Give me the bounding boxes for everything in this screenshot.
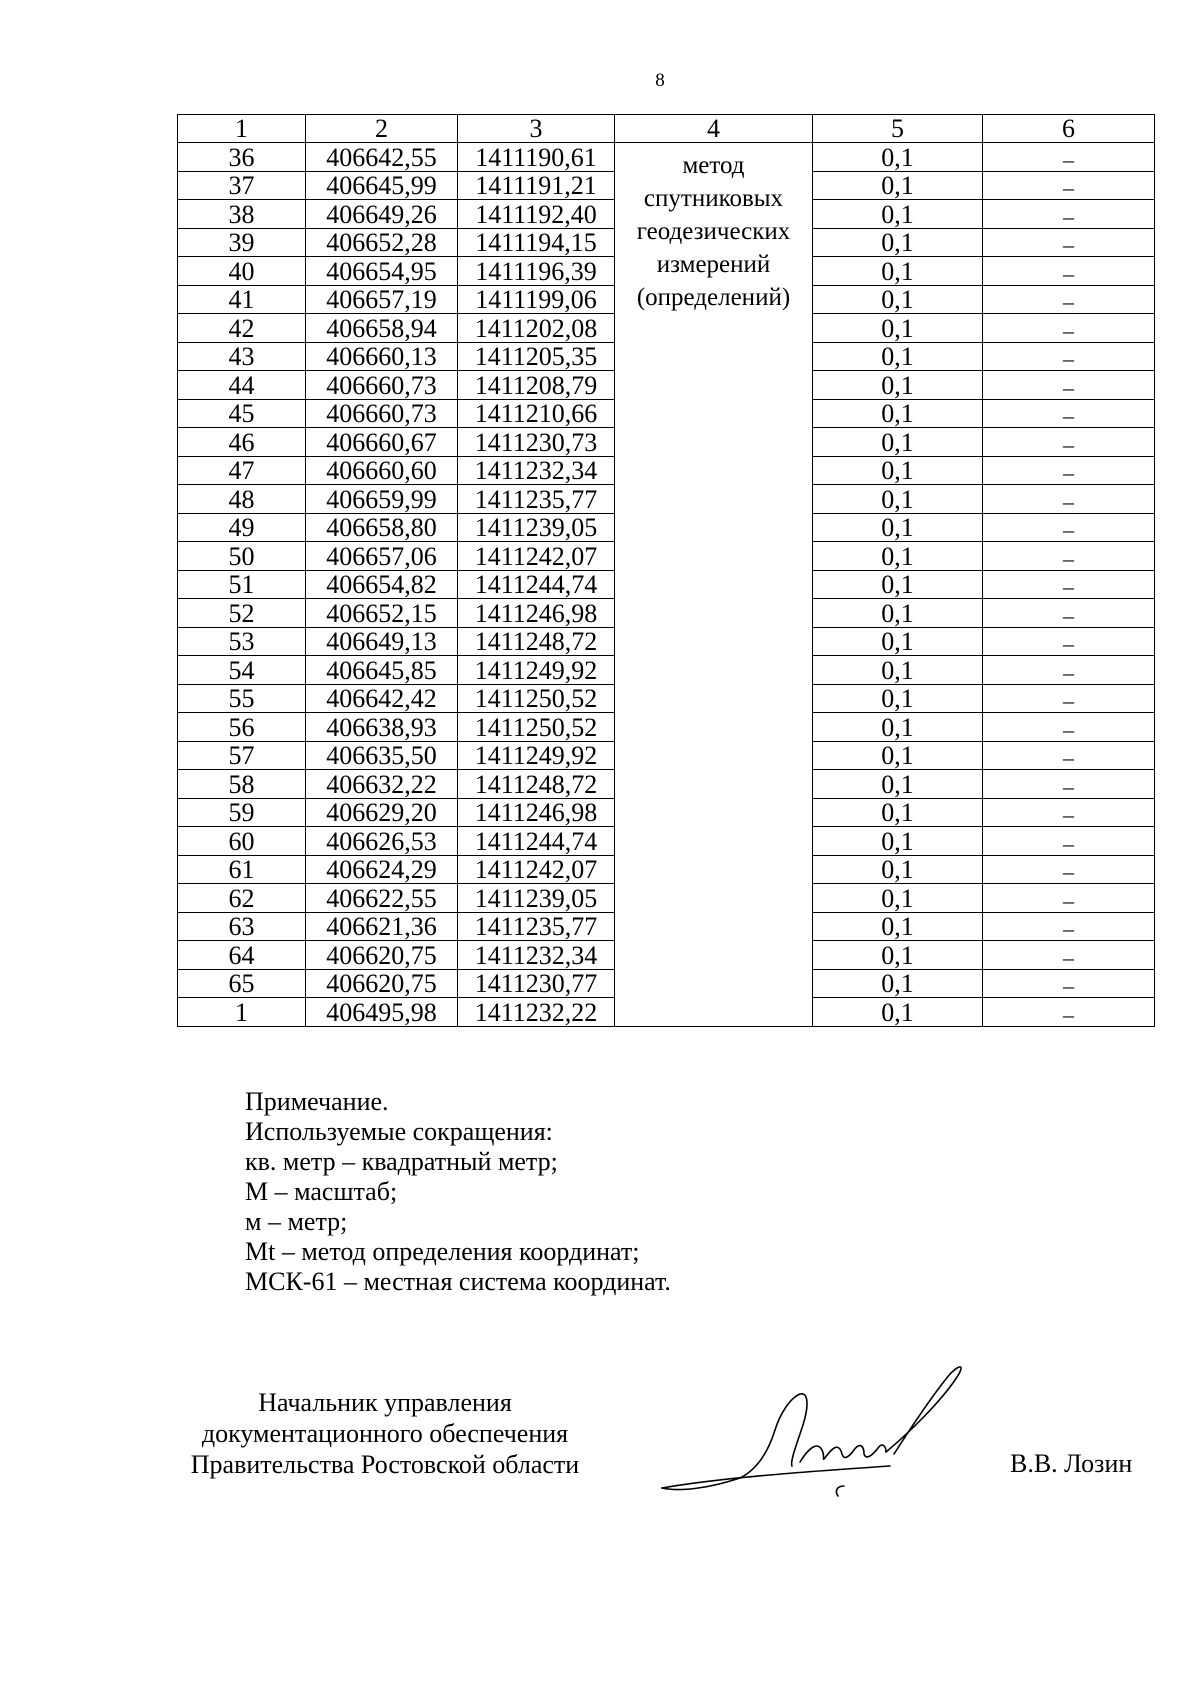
note-title: Примечание. (245, 1087, 389, 1116)
y-coordinate-cell: 1411205,35 (458, 342, 615, 371)
description-cell: – (983, 143, 1155, 172)
x-coordinate-cell: 406660,73 (306, 371, 458, 400)
note-line: м – метр; (245, 1207, 348, 1236)
accuracy-cell: 0,1 (813, 855, 983, 884)
accuracy-cell: 0,1 (813, 399, 983, 428)
x-coordinate-cell: 406626,53 (306, 827, 458, 856)
note-line: кв. метр – квадратный метр; (245, 1147, 558, 1176)
signer-name: В.В. Лозин (1010, 1449, 1133, 1478)
accuracy-cell: 0,1 (813, 228, 983, 257)
point-number-cell: 61 (178, 855, 306, 884)
description-cell: – (983, 770, 1155, 799)
x-coordinate-cell: 406621,36 (306, 912, 458, 941)
table-row (178, 143, 1155, 172)
y-coordinate-cell: 1411210,66 (458, 399, 615, 428)
x-coordinate-cell: 406620,75 (306, 941, 458, 970)
note-line: М – масштаб; (245, 1177, 398, 1206)
point-number-cell: 42 (178, 314, 306, 343)
x-coordinate-cell: 406629,20 (306, 798, 458, 827)
accuracy-cell: 0,1 (813, 941, 983, 970)
x-coordinate-cell: 406624,29 (306, 855, 458, 884)
description-cell: – (983, 200, 1155, 229)
y-coordinate-cell: 1411250,52 (458, 713, 615, 742)
accuracy-cell: 0,1 (813, 770, 983, 799)
signer-position (165, 1387, 605, 1480)
accuracy-cell: 0,1 (813, 542, 983, 571)
x-coordinate-cell: 406660,13 (306, 342, 458, 371)
x-coordinate-cell: 406652,28 (306, 228, 458, 257)
point-number-cell: 55 (178, 684, 306, 713)
y-coordinate-cell: 1411246,98 (458, 599, 615, 628)
y-coordinate-cell: 1411239,05 (458, 513, 615, 542)
description-cell: – (983, 855, 1155, 884)
description-cell: – (983, 570, 1155, 599)
y-coordinate-cell: 1411190,61 (458, 143, 615, 172)
description-cell: – (983, 798, 1155, 827)
accuracy-cell: 0,1 (813, 741, 983, 770)
x-coordinate-cell: 406652,15 (306, 599, 458, 628)
description-cell: – (983, 998, 1155, 1027)
description-cell: – (983, 228, 1155, 257)
accuracy-cell: 0,1 (813, 656, 983, 685)
x-coordinate-cell: 406659,99 (306, 485, 458, 514)
accuracy-cell: 0,1 (813, 570, 983, 599)
point-number-cell: 48 (178, 485, 306, 514)
column-header: 1 (178, 115, 306, 143)
position-line: документационного обеспечения (201, 1419, 569, 1448)
accuracy-cell: 0,1 (813, 485, 983, 514)
description-cell: – (983, 399, 1155, 428)
x-coordinate-cell: 406654,95 (306, 257, 458, 286)
y-coordinate-cell: 1411194,15 (458, 228, 615, 257)
y-coordinate-cell: 1411248,72 (458, 627, 615, 656)
coordinates-table (177, 114, 1155, 1027)
x-coordinate-cell: 406622,55 (306, 884, 458, 913)
x-coordinate-cell: 406645,85 (306, 656, 458, 685)
x-coordinate-cell: 406660,73 (306, 399, 458, 428)
description-cell: – (983, 969, 1155, 998)
accuracy-cell: 0,1 (813, 314, 983, 343)
description-cell: – (983, 342, 1155, 371)
point-number-cell: 1 (178, 998, 306, 1027)
description-cell: – (983, 599, 1155, 628)
position-line: Начальник управления (258, 1388, 512, 1417)
accuracy-cell: 0,1 (813, 371, 983, 400)
point-number-cell: 36 (178, 143, 306, 172)
position-line: Правительства Ростовской области (190, 1450, 580, 1479)
description-cell: – (983, 884, 1155, 913)
accuracy-cell: 0,1 (813, 713, 983, 742)
description-cell: – (983, 314, 1155, 343)
accuracy-cell: 0,1 (813, 171, 983, 200)
y-coordinate-cell: 1411244,74 (458, 827, 615, 856)
column-header: 3 (458, 115, 615, 143)
description-cell: – (983, 684, 1155, 713)
point-number-cell: 47 (178, 456, 306, 485)
accuracy-cell: 0,1 (813, 798, 983, 827)
description-cell: – (983, 656, 1155, 685)
x-coordinate-cell: 406645,99 (306, 171, 458, 200)
point-number-cell: 59 (178, 798, 306, 827)
x-coordinate-cell: 406660,67 (306, 428, 458, 457)
x-coordinate-cell: 406657,06 (306, 542, 458, 571)
y-coordinate-cell: 1411230,77 (458, 969, 615, 998)
accuracy-cell: 0,1 (813, 599, 983, 628)
table-header-row (178, 115, 1155, 143)
accuracy-cell: 0,1 (813, 684, 983, 713)
x-coordinate-cell: 406649,26 (306, 200, 458, 229)
accuracy-cell: 0,1 (813, 969, 983, 998)
accuracy-cell: 0,1 (813, 513, 983, 542)
point-number-cell: 49 (178, 513, 306, 542)
note-line: Используемые сокращения: (245, 1117, 553, 1146)
point-number-cell: 38 (178, 200, 306, 229)
x-coordinate-cell: 406638,93 (306, 713, 458, 742)
accuracy-cell: 0,1 (813, 884, 983, 913)
point-number-cell: 44 (178, 371, 306, 400)
point-number-cell: 50 (178, 542, 306, 571)
y-coordinate-cell: 1411249,92 (458, 656, 615, 685)
point-number-cell: 64 (178, 941, 306, 970)
point-number-cell: 45 (178, 399, 306, 428)
description-cell: – (983, 912, 1155, 941)
page-number: 8 (655, 70, 665, 91)
description-cell: – (983, 542, 1155, 571)
description-cell: – (983, 257, 1155, 286)
description-cell: – (983, 171, 1155, 200)
y-coordinate-cell: 1411232,34 (458, 456, 615, 485)
x-coordinate-cell: 406620,75 (306, 969, 458, 998)
point-number-cell: 53 (178, 627, 306, 656)
y-coordinate-cell: 1411239,05 (458, 884, 615, 913)
point-number-cell: 51 (178, 570, 306, 599)
description-cell: – (983, 371, 1155, 400)
point-number-cell: 56 (178, 713, 306, 742)
point-number-cell: 65 (178, 969, 306, 998)
accuracy-cell: 0,1 (813, 456, 983, 485)
description-cell: – (983, 627, 1155, 656)
point-number-cell: 37 (178, 171, 306, 200)
point-number-cell: 58 (178, 770, 306, 799)
description-cell: – (983, 941, 1155, 970)
column-header: 2 (306, 115, 458, 143)
y-coordinate-cell: 1411230,73 (458, 428, 615, 457)
x-coordinate-cell: 406642,42 (306, 684, 458, 713)
accuracy-cell: 0,1 (813, 257, 983, 286)
x-coordinate-cell: 406649,13 (306, 627, 458, 656)
accuracy-cell: 0,1 (813, 912, 983, 941)
accuracy-cell: 0,1 (813, 627, 983, 656)
handwritten-signature (650, 1350, 990, 1500)
note-line: Mt – метод определения координат; (245, 1237, 640, 1266)
x-coordinate-cell: 406635,50 (306, 741, 458, 770)
x-coordinate-cell: 406654,82 (306, 570, 458, 599)
accuracy-cell: 0,1 (813, 143, 983, 172)
x-coordinate-cell: 406660,60 (306, 456, 458, 485)
y-coordinate-cell: 1411202,08 (458, 314, 615, 343)
point-number-cell: 62 (178, 884, 306, 913)
y-coordinate-cell: 1411235,77 (458, 485, 615, 514)
column-header: 6 (983, 115, 1155, 143)
point-number-cell: 52 (178, 599, 306, 628)
point-number-cell: 57 (178, 741, 306, 770)
accuracy-cell: 0,1 (813, 285, 983, 314)
point-number-cell: 63 (178, 912, 306, 941)
point-number-cell: 60 (178, 827, 306, 856)
description-cell: – (983, 741, 1155, 770)
point-number-cell: 54 (178, 656, 306, 685)
column-header: 4 (615, 115, 813, 143)
x-coordinate-cell: 406657,19 (306, 285, 458, 314)
point-number-cell: 40 (178, 257, 306, 286)
x-coordinate-cell: 406495,98 (306, 998, 458, 1027)
description-cell: – (983, 428, 1155, 457)
description-cell: – (983, 485, 1155, 514)
method-cell: метод спутниковых геодезических измерений (определений) (615, 143, 813, 1027)
y-coordinate-cell: 1411232,34 (458, 941, 615, 970)
y-coordinate-cell: 1411248,72 (458, 770, 615, 799)
y-coordinate-cell: 1411191,21 (458, 171, 615, 200)
note-line: МСК-61 – местная система координат. (245, 1267, 671, 1296)
point-number-cell: 43 (178, 342, 306, 371)
x-coordinate-cell: 406658,94 (306, 314, 458, 343)
y-coordinate-cell: 1411235,77 (458, 912, 615, 941)
description-cell: – (983, 456, 1155, 485)
point-number-cell: 39 (178, 228, 306, 257)
y-coordinate-cell: 1411199,06 (458, 285, 615, 314)
y-coordinate-cell: 1411196,39 (458, 257, 615, 286)
accuracy-cell: 0,1 (813, 827, 983, 856)
x-coordinate-cell: 406642,55 (306, 143, 458, 172)
x-coordinate-cell: 406658,80 (306, 513, 458, 542)
description-cell: – (983, 827, 1155, 856)
description-cell: – (983, 513, 1155, 542)
y-coordinate-cell: 1411232,22 (458, 998, 615, 1027)
column-header: 5 (813, 115, 983, 143)
accuracy-cell: 0,1 (813, 998, 983, 1027)
accuracy-cell: 0,1 (813, 342, 983, 371)
point-number-cell: 46 (178, 428, 306, 457)
y-coordinate-cell: 1411242,07 (458, 855, 615, 884)
y-coordinate-cell: 1411246,98 (458, 798, 615, 827)
description-cell: – (983, 285, 1155, 314)
y-coordinate-cell: 1411192,40 (458, 200, 615, 229)
table-body (178, 143, 1155, 1027)
accuracy-cell: 0,1 (813, 428, 983, 457)
description-cell: – (983, 713, 1155, 742)
point-number-cell: 41 (178, 285, 306, 314)
y-coordinate-cell: 1411242,07 (458, 542, 615, 571)
note-section (245, 1087, 671, 1297)
y-coordinate-cell: 1411250,52 (458, 684, 615, 713)
y-coordinate-cell: 1411244,74 (458, 570, 615, 599)
y-coordinate-cell: 1411249,92 (458, 741, 615, 770)
x-coordinate-cell: 406632,22 (306, 770, 458, 799)
y-coordinate-cell: 1411208,79 (458, 371, 615, 400)
accuracy-cell: 0,1 (813, 200, 983, 229)
